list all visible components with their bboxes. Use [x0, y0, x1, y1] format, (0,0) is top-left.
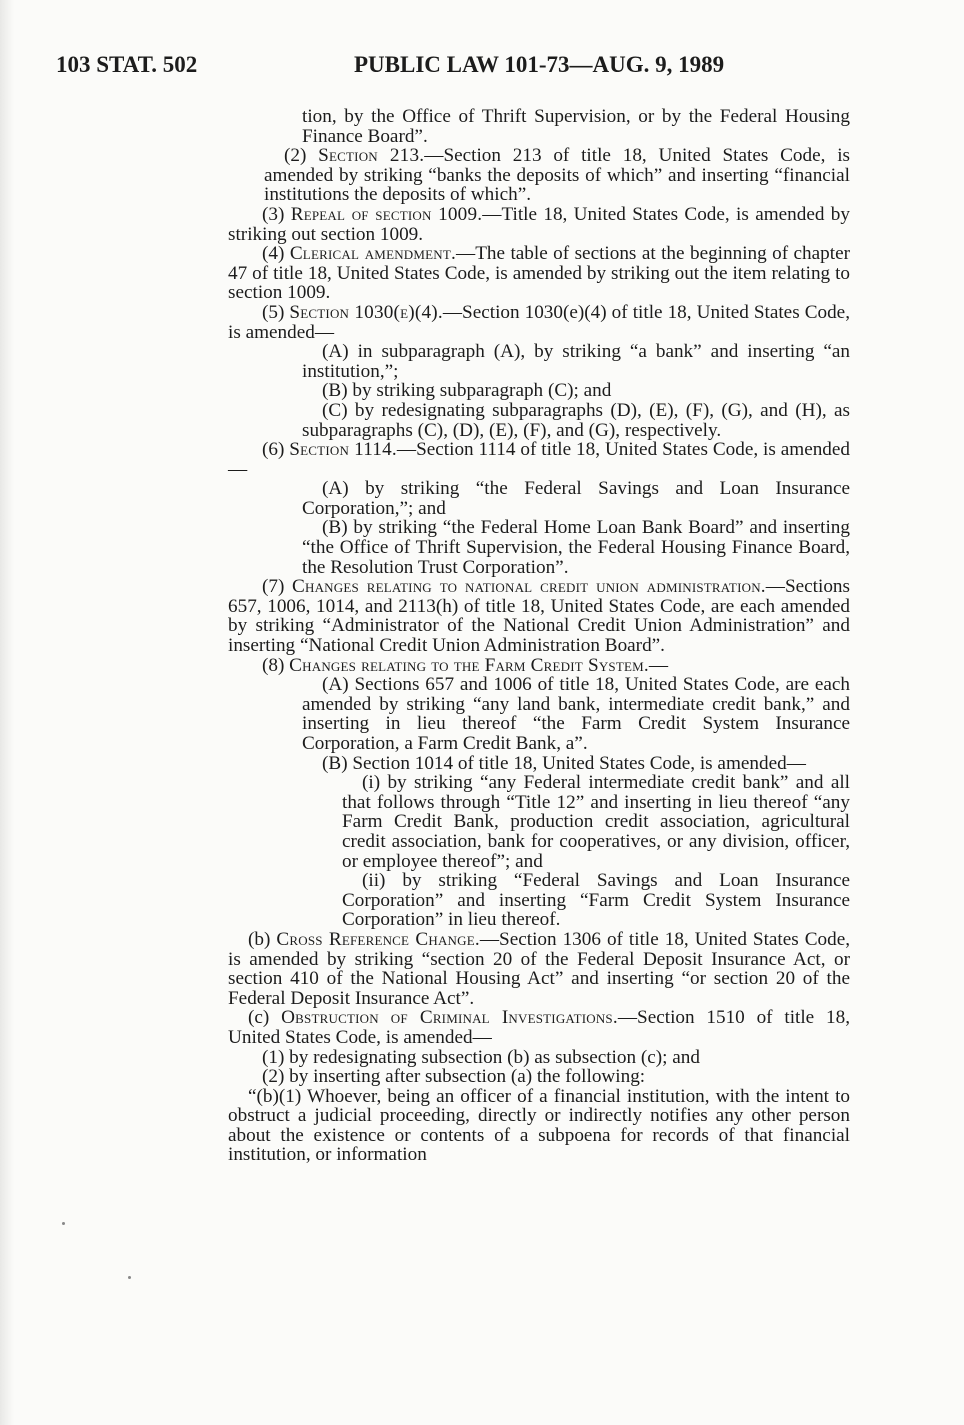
paragraph-text: —Section 1306 of title 18, United States Code, is amended by striking “section 20 of the Federal Deposit Insurance Act, or section 410 of the National Housing Act” and inserting “or section 20 of the Federal Deposit Insurance Act”. — [228, 928, 851, 1009]
paragraph — [228, 303, 850, 342]
paragraph-text: (B) by striking subparagraph (C); and — [322, 380, 612, 402]
paragraph-text: (C) by redesignating subparagraphs (D), (E), (F), (G), and (H), as subparagraphs (C), (D), (E), (F), and (G), respectively. — [302, 399, 850, 441]
paragraph — [228, 205, 850, 244]
paragraph-text: —Section 1030(e)(4) of title 18, United States Code, is amended— — [228, 301, 850, 343]
scan-speck — [128, 1276, 131, 1279]
paragraph-heading: Section 213. — [318, 145, 425, 167]
paragraph-text: (c) — [248, 1007, 282, 1029]
paragraph-text: (8) — [262, 654, 290, 676]
paragraph-text: (ii) by striking “Federal Savings and Loan Insurance Corporation” and inserting “Farm Credit System Insurance Corporation” in lieu thereof. — [342, 870, 850, 931]
paragraph — [228, 401, 850, 440]
paragraph — [228, 754, 850, 774]
paragraph-text: “(b)(1) Whoever, being an officer of a financial institution, with the intent to obstruct a judicial proceeding, directly or indirectly notifies any other person about the existence or contents of a subpoena for records of that financial institution, or information — [228, 1085, 850, 1166]
paragraph — [228, 656, 850, 676]
paragraph-heading: Repeal of section 1009. — [290, 203, 483, 225]
paragraph — [228, 773, 850, 871]
paragraph-text: tion, by the Office of Thrift Supervision, or by the Federal Housing Finance Board”. — [302, 106, 850, 147]
paragraph — [228, 518, 850, 577]
paragraph-text: (1) by redesignating subsection (b) as subsection (c); and — [262, 1046, 700, 1068]
paragraph — [228, 577, 850, 655]
paragraph-heading: Section 1114. — [289, 439, 397, 461]
document-body — [228, 107, 850, 1165]
paragraph — [228, 342, 850, 381]
paragraph-text: —Section 1510 of title 18, United States Code, is amended— — [228, 1007, 850, 1048]
paragraph — [228, 440, 850, 479]
paragraph-text: (5) — [262, 301, 290, 323]
paragraph — [228, 675, 850, 753]
stat-page-number: 103 STAT. 502 — [56, 52, 198, 77]
paragraph — [228, 871, 850, 930]
paragraph-text: — — [648, 654, 669, 676]
paragraph-text: —Sections 657, 1006, 1014, and 2113(h) of title 18, United States Code, are each amended by striking “Administrator of the National Credit Union Administration” and inserting “National Credit Union Administration Board”. — [228, 576, 850, 657]
paragraph — [228, 1067, 850, 1087]
scan-speck — [62, 1222, 65, 1225]
paragraph-text: —The table of sections at the beginning of chapter 47 of title 18, United States Code, is amended by striking out the item relating to section 1009. — [228, 243, 851, 304]
paragraph-heading: Section 1030(e)(4). — [289, 301, 443, 323]
paragraph-heading: Clerical amendment. — [289, 243, 457, 265]
paragraph — [228, 930, 850, 1008]
paragraph-text: (6) — [262, 439, 290, 461]
paragraph-heading: Changes relating to the Farm Credit System. — [289, 654, 649, 676]
paragraph-heading: Cross Reference Change. — [276, 928, 480, 950]
paragraph — [228, 1008, 850, 1047]
public-law-heading: PUBLIC LAW 101-73—AUG. 9, 1989 — [354, 52, 725, 77]
paragraph — [228, 146, 850, 205]
paragraph-heading: Changes relating to national credit union administration. — [292, 576, 766, 598]
page-header — [56, 52, 856, 84]
paragraph-text: (A) in subparagraph (A), by striking “a bank” and inserting “an institution,”; — [302, 341, 850, 382]
paragraph — [228, 479, 850, 518]
paragraph — [228, 244, 850, 303]
paragraph-text: (A) Sections 657 and 1006 of title 18, United States Code, are each amended by striking “any land bank, intermediate credit bank,” and inserting in lieu thereof “the Farm Credit System Insurance Corporation, a Farm Credit Bank, a”. — [302, 674, 850, 754]
paragraph-text: (A) by striking “the Federal Savings and Loan Insurance Corporation,”; and — [302, 478, 850, 519]
paragraph-text: (4) — [262, 243, 290, 265]
paragraph-heading: Obstruction of Criminal Investigations. — [281, 1007, 618, 1029]
paragraph — [228, 1048, 850, 1068]
paragraph-text: (B) Section 1014 of title 18, United States Code, is amended— — [322, 752, 806, 774]
paragraph-text: (2) — [284, 145, 319, 167]
paragraph-text: (2) by inserting after subsection (a) the following: — [262, 1066, 646, 1088]
paragraph-text: (i) by striking “any Federal intermediate credit bank” and all that follows through “Title 12” and inserting in lieu thereof “any Farm Credit Bank, production credit association, agricultural credit association, bank for cooperatives, or any division, officer, or employee thereof”; and — [342, 772, 850, 872]
paragraph-text: —Section 213 of title 18, United States Code, is amended by striking “banks the deposits of which” and inserting “financial institutions the deposits of which”. — [264, 145, 850, 206]
paragraph-text: (b) — [248, 928, 277, 950]
paragraph-text: —Title 18, United States Code, is amended by striking out section 1009. — [228, 203, 850, 245]
paragraph-text: (7) — [262, 576, 292, 598]
page-edge-shadow — [0, 0, 14, 1425]
paragraph — [228, 1087, 850, 1165]
paragraph-text: (B) by striking “the Federal Home Loan Bank Board” and inserting “the Office of Thrift Supervision, the Federal Housing Finance Board, the Resolution Trust Corporation”. — [302, 517, 850, 578]
paragraph-text: (3) — [262, 203, 291, 225]
paragraph — [228, 381, 850, 401]
paragraph — [228, 107, 850, 146]
paragraph-text: —Section 1114 of title 18, United States Code, is amended— — [228, 439, 851, 480]
